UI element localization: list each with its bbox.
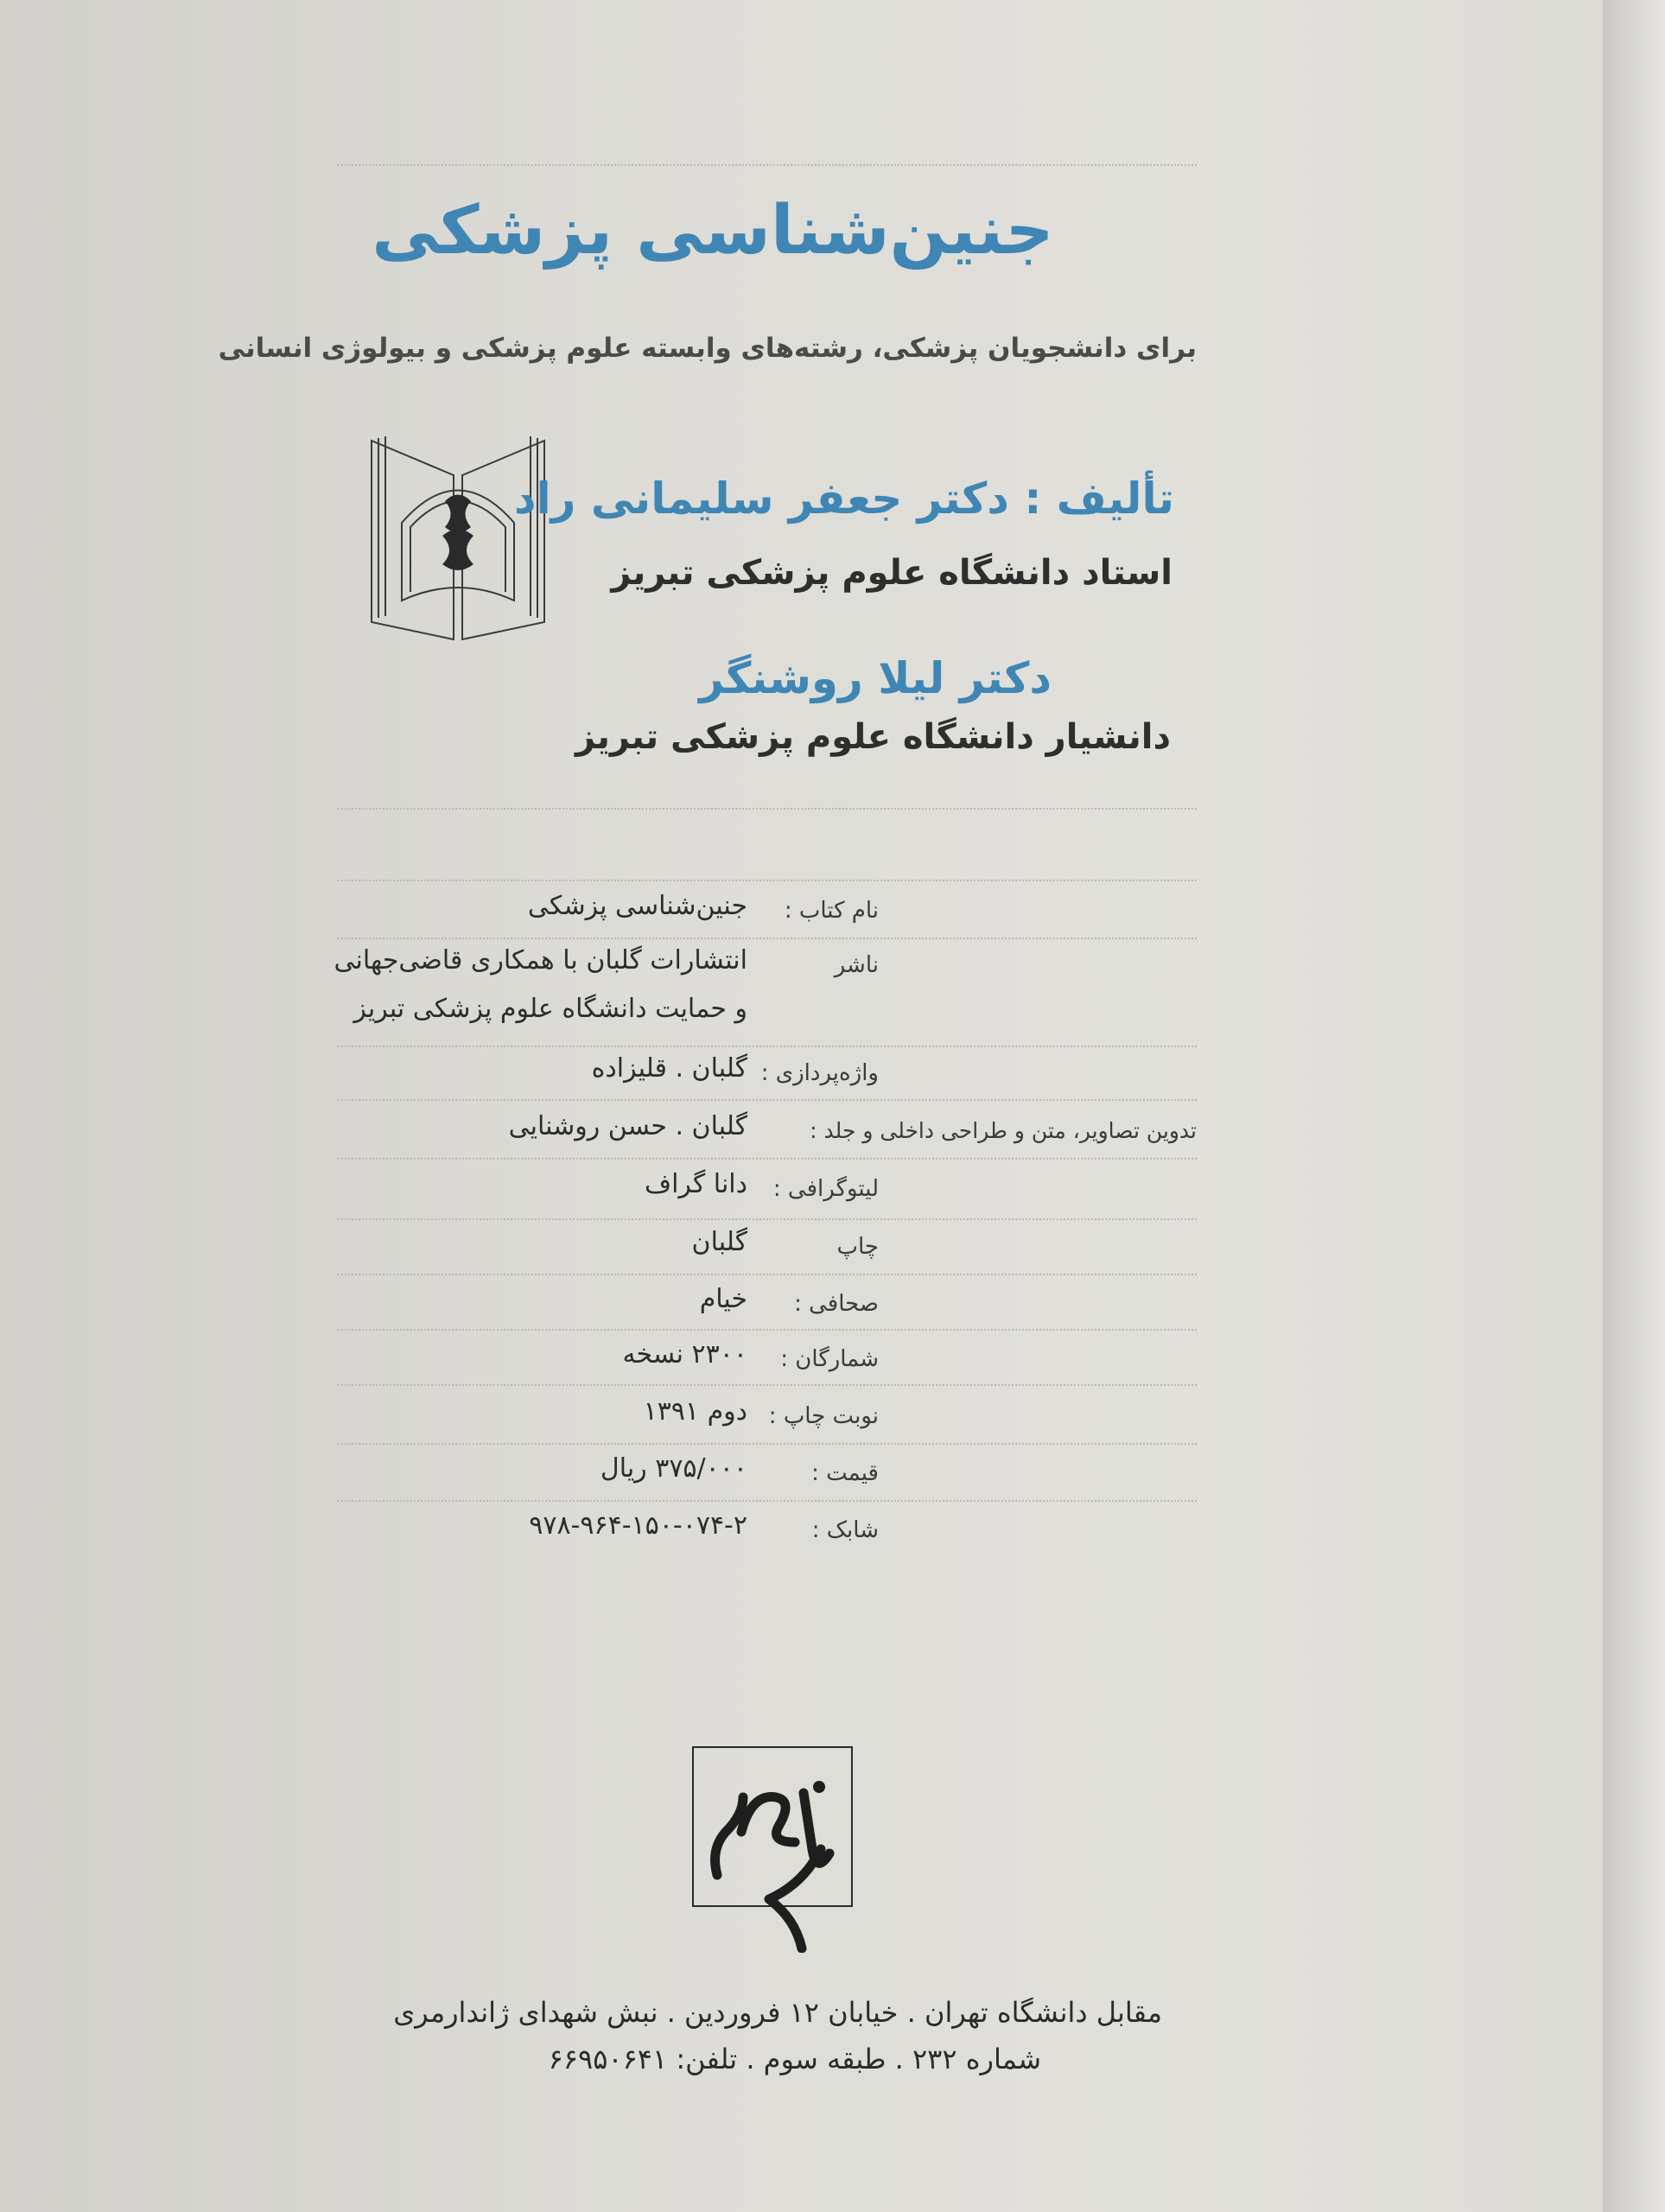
colophon-value: خیام [699,1284,747,1314]
colophon-label: نام کتاب : [784,898,879,924]
colophon-label: شمارگان : [780,1346,879,1372]
row-rule [337,1329,1197,1331]
row-rule [337,1046,1197,1047]
row-rule [337,1099,1197,1101]
author1-affiliation: استاد دانشگاه علوم پزشکی تبریز [611,553,1172,593]
colophon-row-binding [337,1279,1197,1331]
colophon-value: انتشارات گلبان با همکاری قاضی‌جهانی [334,945,747,976]
colophon-label: ناشر [834,952,879,978]
colophon-row-typesetting [337,1048,1197,1100]
row-rule [337,1443,1197,1445]
colophon-row-price [337,1448,1197,1500]
colophon-top-rule [337,880,1197,881]
colophon-label: چاپ [836,1234,879,1260]
middle-dotted-rule [337,808,1197,810]
university-logo-icon [363,428,553,644]
colophon-row-publisher [334,940,1197,1044]
colophon-row-design [337,1106,1197,1158]
row-rule [337,938,1197,939]
colophon-value: ۲۳۰۰ نسخه [622,1339,747,1370]
colophon-value-line2: و حمایت دانشگاه علوم پزشکی تبریز [353,994,747,1024]
colophon-value: دانا گراف [645,1169,747,1199]
colophon-row-title [337,886,1197,938]
row-rule [337,1384,1197,1386]
colophon-label: نوبت چاپ : [768,1403,879,1429]
publisher-address-line1: مقابل دانشگاه تهران . خیابان ۱۲ فروردین . نبش شهدای ژاندارمری [393,1996,1162,2029]
colophon-row-print [337,1222,1197,1274]
colophon-label: قیمت : [811,1460,879,1486]
author2-name: دکتر لیلا روشنگر [699,653,1052,703]
colophon-row-edition [337,1391,1197,1443]
colophon-label: واژه‌پردازی : [760,1060,879,1086]
colophon-value: گلبان . قلیزاده [591,1053,747,1084]
isbn-value: ۹۷۸-۹۶۴-۱۵۰-۰۷۴-۲ [529,1510,747,1541]
row-rule [337,1218,1197,1220]
author1-line: تألیف : دکتر جعفر سلیمانی راد [513,474,1174,524]
book-subtitle: برای دانشجویان پزشکی، رشته‌های وابسته علوم پزشکی و بیولوژی انسانی [218,333,1197,364]
top-dotted-rule [337,164,1197,166]
colophon-label: لیتوگرافی : [772,1176,879,1202]
colophon-label: صحافی : [794,1291,879,1317]
colophon-value: گلبان . حسن روشنایی [508,1111,747,1141]
colophon-row-copies [337,1334,1197,1386]
author2-affiliation: دانشیار دانشگاه علوم پزشکی تبریز [575,717,1171,757]
colophon-value: جنین‌شناسی پزشکی [527,891,747,921]
row-rule [337,1500,1197,1502]
page-edge [1603,0,1665,2212]
colophon-row-lithography [337,1164,1197,1216]
colophon-label: شابک : [811,1517,879,1543]
book-title: جنین‌شناسی پزشکی [372,192,1054,270]
colophon-row-isbn [337,1505,1197,1557]
colophon-value: دوم ۱۳۹۱ [643,1396,747,1427]
row-rule [337,1274,1197,1275]
colophon-value: ۳۷۵/۰۰۰ ریال [600,1453,747,1484]
row-rule [337,1158,1197,1160]
publisher-address-line2: شماره ۲۳۲ . طبقه سوم . تلفن: ۶۶۹۵۰۶۴۱ [548,2043,1041,2075]
golban-publisher-logo-icon [691,1745,854,1953]
colophon-label: تدوین تصاویر، متن و طراحی داخلی و جلد : [810,1118,1197,1143]
colophon-value: گلبان [691,1227,747,1257]
